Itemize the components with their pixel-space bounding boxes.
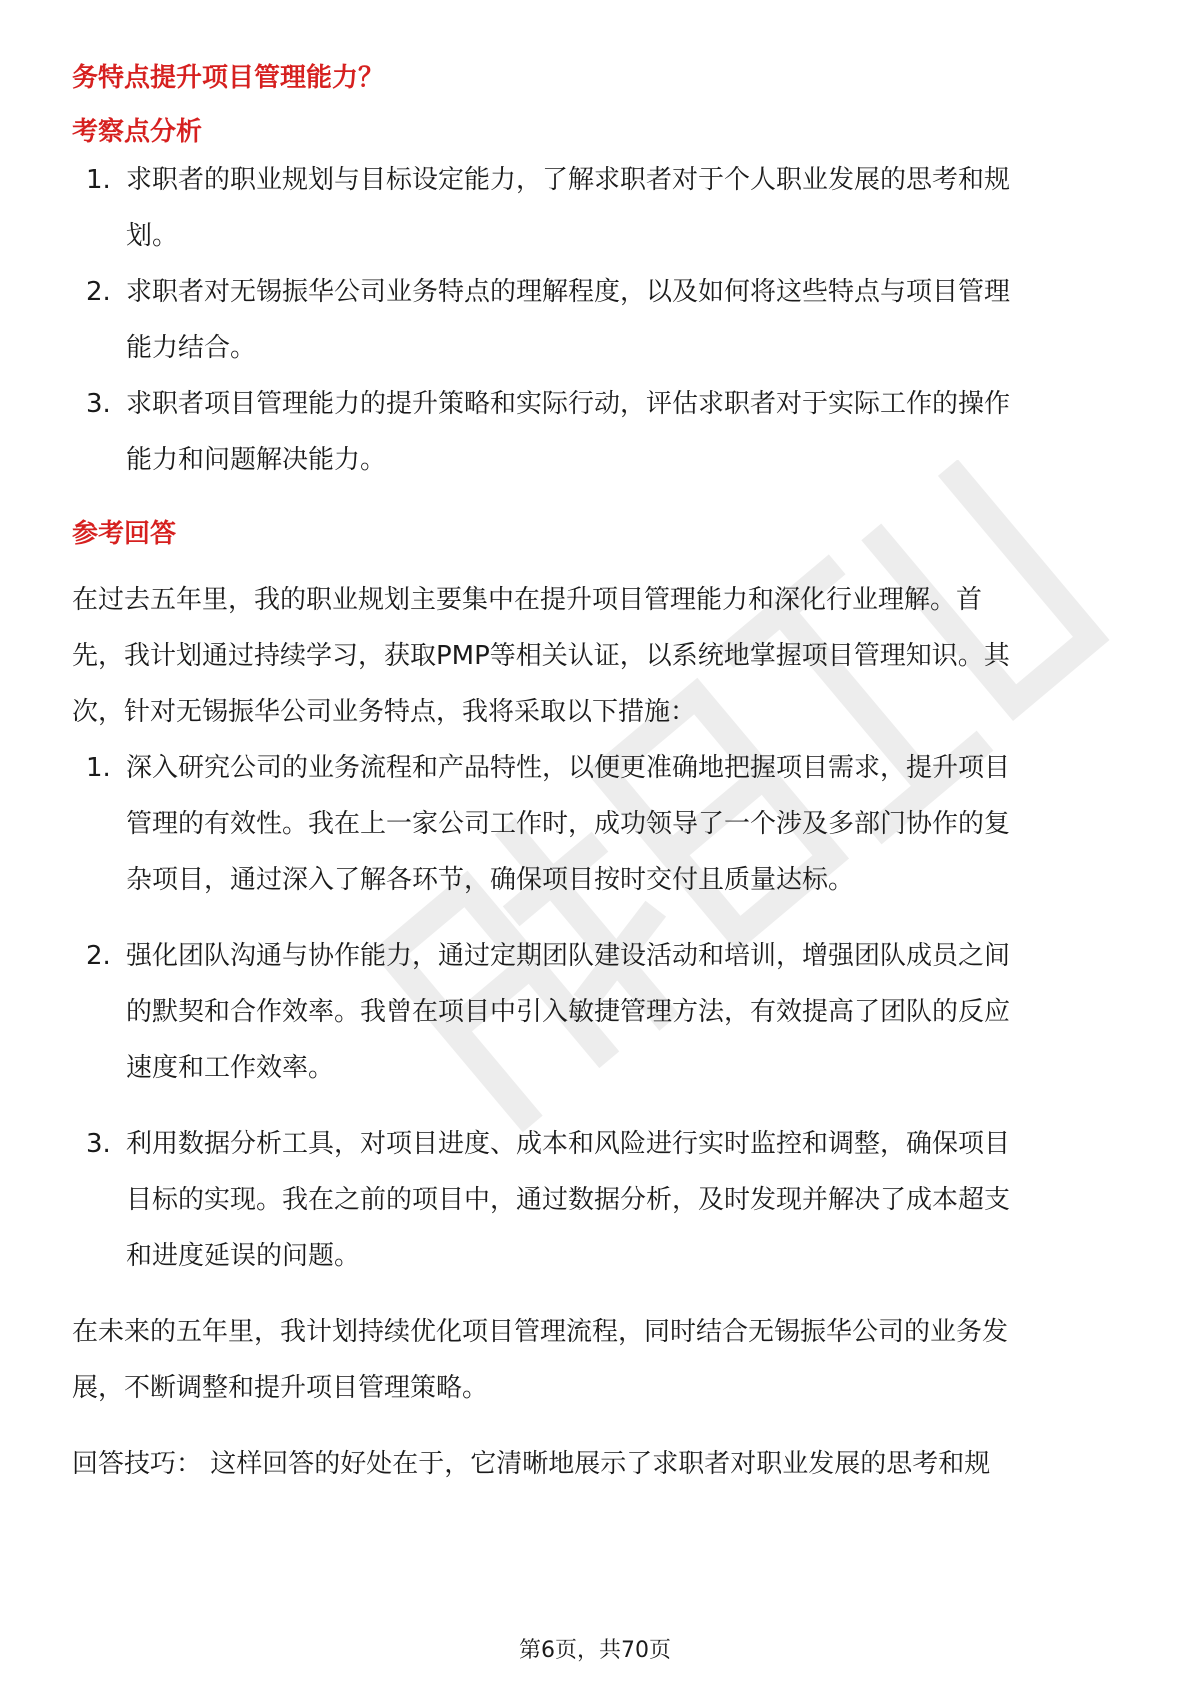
measures-list bbox=[72, 740, 1122, 1284]
page-number: 第6页，共70页 bbox=[519, 1638, 671, 1663]
list-item bbox=[72, 928, 1122, 1096]
list-item bbox=[72, 1116, 1122, 1284]
list-text: 能力和问题解决能力。 bbox=[126, 445, 387, 475]
list-text: 强化团队沟通与协作能力，通过定期团队建设活动和培训，增强团队成员之间 bbox=[126, 941, 1011, 971]
answer-heading: 参考回答 bbox=[72, 519, 177, 549]
list-number: 3. bbox=[86, 389, 111, 419]
answer-tip: 回答技巧： 这样回答的好处在于，它清晰地展示了求职者对职业发展的思考和规 bbox=[72, 1449, 991, 1479]
list-number: 3. bbox=[86, 1129, 111, 1159]
list-text: 求职者对无锡振华公司业务特点的理解程度，以及如何将这些特点与项目管理 bbox=[126, 277, 1011, 307]
question-title: 务特点提升项目管理能力？ bbox=[72, 63, 385, 93]
answer-closing bbox=[72, 1304, 1122, 1416]
analysis-heading: 考察点分析 bbox=[72, 117, 203, 147]
analysis-list bbox=[72, 152, 1122, 488]
paragraph-line: 在未来的五年里，我计划持续优化项目管理流程，同时结合无锡振华公司的业务发 bbox=[72, 1317, 1009, 1347]
list-item bbox=[72, 152, 1122, 264]
list-text: 求职者的职业规划与目标设定能力，了解求职者对于个人职业发展的思考和规 bbox=[126, 165, 1011, 195]
list-text: 的默契和合作效率。我曾在项目中引入敏捷管理方法，有效提高了团队的反应 bbox=[126, 997, 1011, 1027]
paragraph-line: 次，针对无锡振华公司业务特点，我将采取以下措施： bbox=[72, 697, 697, 727]
list-item bbox=[72, 376, 1122, 488]
list-text: 划。 bbox=[126, 221, 179, 251]
list-text: 和进度延误的问题。 bbox=[126, 1241, 361, 1271]
document-content bbox=[72, 50, 1122, 1492]
list-text: 能力结合。 bbox=[126, 333, 257, 363]
list-text: 求职者项目管理能力的提升策略和实际行动，评估求职者对于实际工作的操作 bbox=[126, 389, 1011, 419]
answer-intro bbox=[72, 572, 1122, 740]
list-text: 速度和工作效率。 bbox=[126, 1053, 335, 1083]
list-text: 目标的实现。我在之前的项目中，通过数据分析，及时发现并解决了成本超支 bbox=[126, 1185, 1011, 1215]
list-number: 2. bbox=[86, 277, 111, 307]
list-number: 1. bbox=[86, 753, 111, 783]
paragraph-line: 展，不断调整和提升项目管理策略。 bbox=[72, 1373, 489, 1403]
paragraph-line: 在过去五年里，我的职业规划主要集中在提升项目管理能力和深化行业理解。首 bbox=[72, 585, 983, 615]
list-item bbox=[72, 264, 1122, 376]
paragraph-line: 先，我计划通过持续学习，获取PMP等相关认证，以系统地掌握项目管理知识。其 bbox=[72, 641, 1010, 671]
list-number: 1. bbox=[86, 165, 111, 195]
list-text: 管理的有效性。我在上一家公司工作时，成功领导了一个涉及多部门协作的复 bbox=[126, 809, 1011, 839]
list-item bbox=[72, 740, 1122, 908]
list-number: 2. bbox=[86, 941, 111, 971]
list-text: 深入研究公司的业务流程和产品特性，以便更准确地把握项目需求，提升项目 bbox=[126, 753, 1011, 783]
list-text: 杂项目，通过深入了解各环节，确保项目按时交付且质量达标。 bbox=[126, 865, 855, 895]
list-text: 利用数据分析工具，对项目进度、成本和风险进行实时监控和调整，确保项目 bbox=[126, 1129, 1011, 1159]
